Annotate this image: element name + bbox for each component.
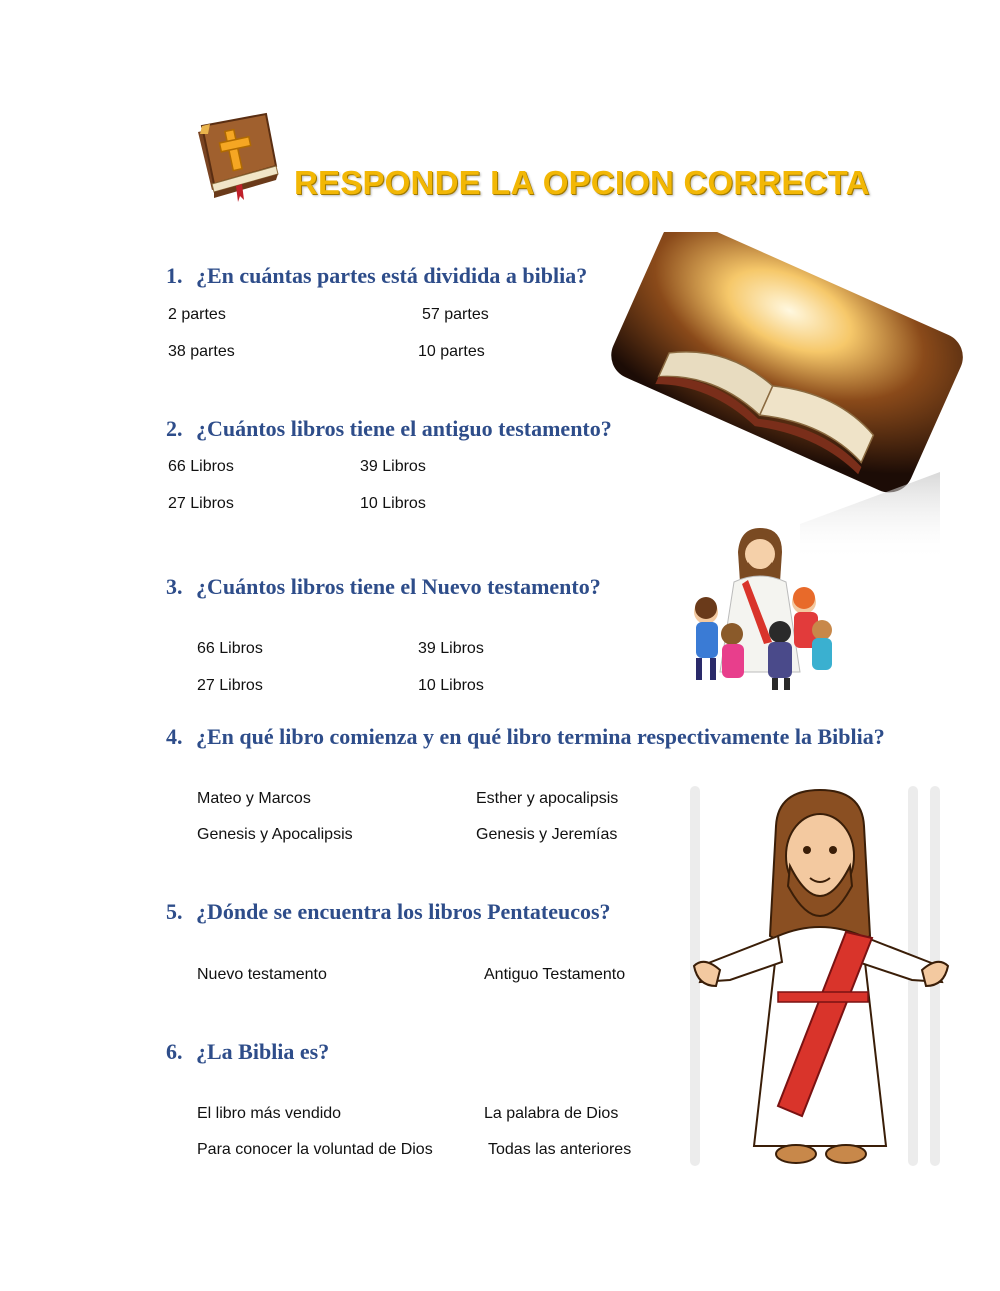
option-4b[interactable]: Esther y apocalipsis xyxy=(476,790,619,807)
option-1d[interactable]: 10 partes xyxy=(418,343,485,360)
question-number: 4. xyxy=(166,724,183,749)
question-text: ¿En qué libro comienza y en qué libro termina respectivamente la Biblia? xyxy=(196,724,885,749)
option-6a[interactable]: El libro más vendido xyxy=(197,1105,342,1122)
question-text: ¿Cuántos libros tiene el antiguo testamento? xyxy=(196,416,612,441)
jesus-with-children-image xyxy=(676,522,846,694)
bible-icon xyxy=(184,112,284,204)
option-4c[interactable]: Genesis y Apocalipsis xyxy=(197,826,353,843)
option-4a[interactable]: Mateo y Marcos xyxy=(197,790,311,807)
question-text: ¿Dónde se encuentra los libros Pentateucos? xyxy=(196,899,611,924)
option-1a[interactable]: 2 partes xyxy=(168,306,226,323)
question-3 xyxy=(166,574,601,600)
open-bible-image xyxy=(610,232,970,562)
option-2d[interactable]: 10 Libros xyxy=(360,495,426,512)
question-number: 6. xyxy=(166,1039,183,1064)
page-title: RESPONDE LA OPCION CORRECTA xyxy=(294,164,870,201)
option-3d[interactable]: 10 Libros xyxy=(418,677,484,694)
option-1b[interactable]: 57 partes xyxy=(422,306,489,323)
option-2a[interactable]: 66 Libros xyxy=(168,458,234,475)
question-6 xyxy=(166,1039,329,1065)
question-text: ¿En cuántas partes está dividida a biblia? xyxy=(196,263,588,288)
option-3a[interactable]: 66 Libros xyxy=(197,640,263,657)
question-number: 2. xyxy=(166,416,183,441)
question-2 xyxy=(166,416,612,442)
jesus-image xyxy=(686,786,956,1176)
option-6d[interactable]: Todas las anteriores xyxy=(488,1141,632,1158)
option-2b[interactable]: 39 Libros xyxy=(360,458,426,475)
option-3b[interactable]: 39 Libros xyxy=(418,640,484,657)
question-text: ¿Cuántos libros tiene el Nuevo testamento? xyxy=(196,574,601,599)
question-1 xyxy=(166,263,587,289)
question-number: 5. xyxy=(166,899,183,924)
question-4 xyxy=(166,724,885,750)
option-6c[interactable]: Para conocer la voluntad de Dios xyxy=(197,1141,433,1158)
option-6b[interactable]: La palabra de Dios xyxy=(484,1105,619,1122)
question-text: ¿La Biblia es? xyxy=(196,1039,330,1064)
option-4d[interactable]: Genesis y Jeremías xyxy=(476,826,618,843)
question-number: 1. xyxy=(166,263,183,288)
option-5a[interactable]: Nuevo testamento xyxy=(197,966,327,983)
option-5b[interactable]: Antiguo Testamento xyxy=(484,966,626,983)
option-1c[interactable]: 38 partes xyxy=(168,343,235,360)
option-2c[interactable]: 27 Libros xyxy=(168,495,234,512)
question-5 xyxy=(166,899,611,925)
question-number: 3. xyxy=(166,574,183,599)
option-3c[interactable]: 27 Libros xyxy=(197,677,263,694)
